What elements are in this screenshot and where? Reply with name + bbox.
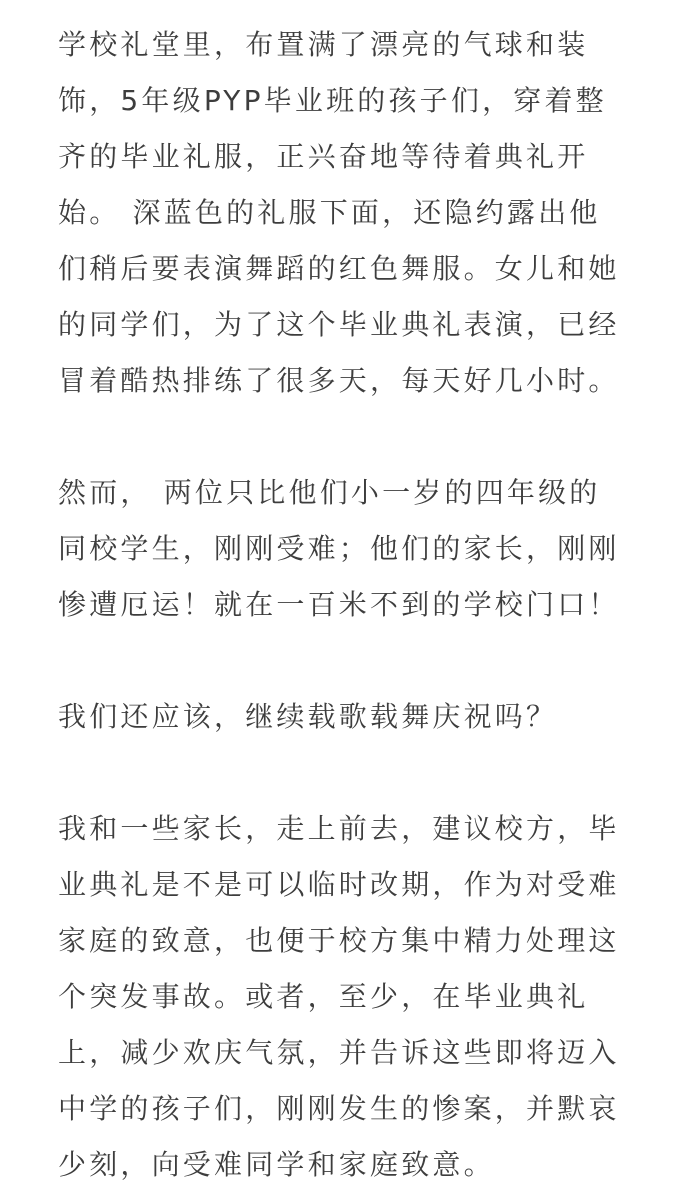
text-line: 业典礼是不是可以临时改期，作为对受难 xyxy=(58,868,620,901)
text-line: 齐的毕业礼服，正兴奋地等待着典礼开 xyxy=(58,140,589,173)
text-line: 惨遭厄运！就在一百米不到的学校门口！ xyxy=(58,588,620,621)
text-line: 少刻，向受难同学和家庭致意。 xyxy=(58,1148,495,1181)
paragraph-gap xyxy=(58,745,678,801)
article-body xyxy=(58,17,678,1193)
text-line: 个突发事故。或者，至少，在毕业典礼 xyxy=(58,980,589,1013)
paragraph-gap xyxy=(58,409,678,465)
paragraph-2 xyxy=(58,465,678,633)
paragraph-gap xyxy=(58,633,678,689)
text-line: 的同学们，为了这个毕业典礼表演，已经 xyxy=(58,308,620,341)
text-line: 家庭的致意，也便于校方集中精力处理这 xyxy=(58,924,620,957)
text-line: 我们还应该，继续载歌载舞庆祝吗？ xyxy=(58,700,558,733)
text-line: 饰，5年级PYP毕业班的孩子们，穿着整 xyxy=(58,84,607,117)
paragraph-1 xyxy=(58,17,678,409)
text-line: 我和一些家长，走上前去，建议校方，毕 xyxy=(58,812,620,845)
text-line: 上，减少欢庆气氛，并告诉这些即将迈入 xyxy=(58,1036,620,1069)
text-line: 始。 深蓝色的礼服下面，还隐约露出他 xyxy=(58,196,601,229)
text-line: 同校学生，刚刚受难；他们的家长，刚刚 xyxy=(58,532,620,565)
paragraph-3 xyxy=(58,689,678,745)
text-line: 中学的孩子们，刚刚发生的惨案，并默哀 xyxy=(58,1092,620,1125)
paragraph-4 xyxy=(58,801,678,1193)
text-line: 学校礼堂里，布置满了漂亮的气球和装 xyxy=(58,28,589,61)
text-line: 们稍后要表演舞蹈的红色舞服。女儿和她 xyxy=(58,252,620,285)
text-line: 然而， 两位只比他们小一岁的四年级的 xyxy=(58,476,601,509)
text-line: 冒着酷热排练了很多天，每天好几小时。 xyxy=(58,364,620,397)
